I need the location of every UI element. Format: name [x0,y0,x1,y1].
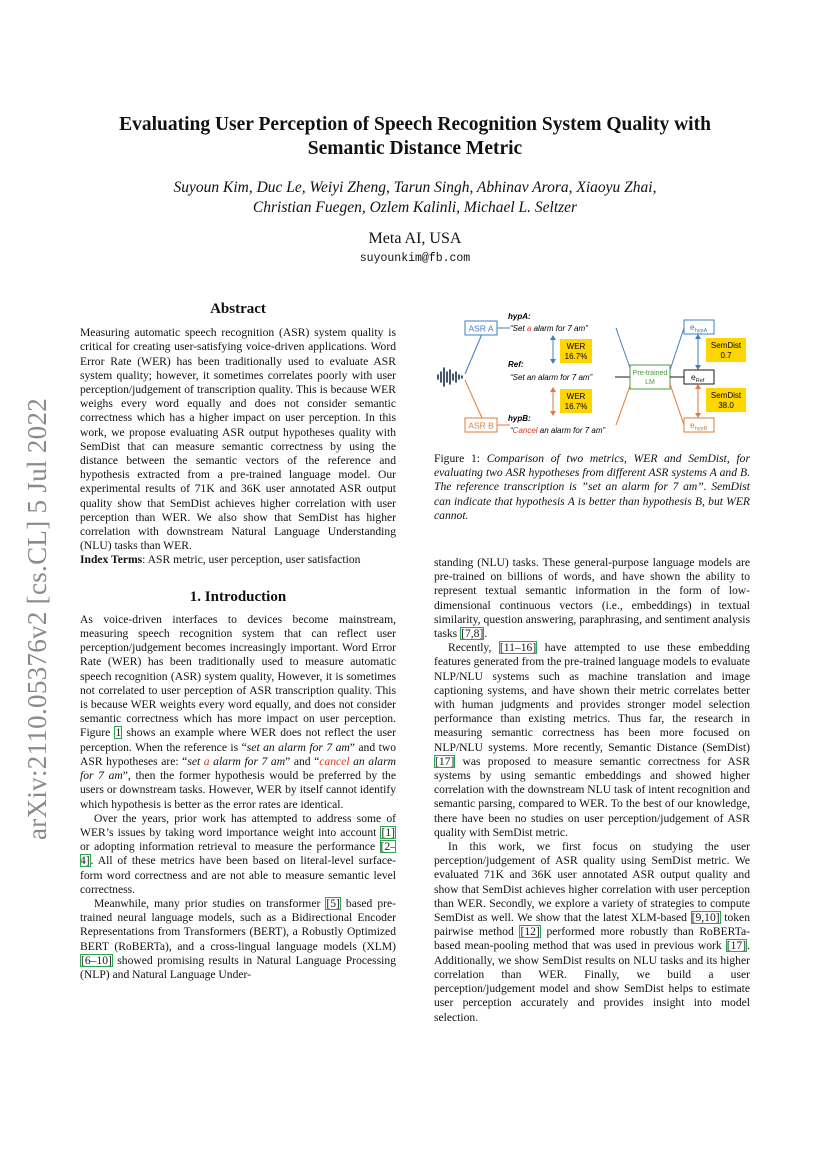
hyp-a-label: hypA: [508,312,531,321]
intro-hyp-a-part-2: alarm for 7 am [209,754,286,768]
right-paragraph-2 [434,641,750,840]
semdist-b-arrowhead-up [695,384,701,389]
figure-1-caption-label: Figure 1: [434,452,487,465]
semdist-b-value: 38.0 [718,401,734,410]
citation-6-10-link[interactable]: [6–10] [81,953,112,967]
wer-a-arrowhead-up [550,335,556,340]
right-p3-text-b: token pairwise method [434,911,750,939]
index-terms-text: : ASR metric, user perception, user satisfaction [142,553,361,567]
intro-p2-text-c: . All of these metrics have been based on literal-level surface-form word correctness and are not able to measure semantic level correctness. [80,854,396,896]
arrow-to-asr-b [465,380,482,418]
intro-hyp-a-error: a [203,754,210,768]
introduction-heading: 1. Introduction [189,588,287,605]
citation-11-16-link[interactable]: [11–16] [499,641,537,655]
citation-17-link[interactable]: [17] [435,754,455,768]
citation-2-4-link[interactable]: [2–4] [80,840,396,868]
intro-hyp-b-part: an alarm for 7 am [80,754,396,783]
intro-p2-text-b: or adopting information retrieval to measure the performance [80,840,380,854]
intro-hyp-b-error: cancel [319,754,350,768]
intro-paragraph-2 [80,812,396,897]
right-p2-text-b: have attempted to use these embedding features generated from the pre-trained language models to evaluate NLP/NLU systems such as machine translation and image captioning systems, and have shown their metric correlates better with human judgments and provides stronger model selection performance than existing metrics. Thus far, the research in measuring semantic correctness has been more focused on NLP/NLU systems. More recently, Semantic Distance (SemDist) [434,641,750,754]
e-hypa-symbol: e [690,322,695,332]
figure-1-link[interactable]: 1 [115,726,122,740]
abstract-text: Measuring automatic speech recognition (ASR) system quality is critical for creating user-satisfying voice-driven applications. Word Error Rate (WER) has been traditionally used to evaluate ASR system quality; however, it sometimes correlates poorly with user perception/judgement of transcription quality. This is because WER weighs every word equally and does not consider semantic correctness which has a higher impact on user perception. In this work, we propose evaluating ASR output hypotheses quality with SemDist that can measure semantic correctness by using the distance between the semantic vectors of the reference and hypothesis extracted from a pre-trained language model. Our experimental results of 71K and 36K user annotated ASR output quality show that SemDist achieves higher correlation with user perception than WER. We also show that SemDist has higher correlation with downstream Natural Language Understanding (NLU) tasks than WER. [80,326,396,553]
asr-b-label: ASR B [468,420,494,431]
index-terms [80,553,396,567]
author-list [80,178,750,218]
authors-line-1: Suyoun Kim, Duc Le, Weiyi Zheng, Tarun Singh, Abhinav Arora, Xiaoyu Zhai, [173,179,657,196]
lm-label-line-1: Pre-trained [632,370,668,377]
hyp-b-text-post: an alarm for 7 am” [537,426,606,435]
right-p3-text-a: In this work, we first focus on studying the user perception/judgement of ASR quality using SemDist metric. We evaluated 71K and 36K user annotated ASR output quality and show that SemDist achieves higher correlation with user perception than WER. Secondly, we explore a variety of strategies to compute SemDist as well. We show that the latest XLM-based [434,840,750,925]
citation-17-link-2[interactable]: [17] [726,939,747,953]
wer-a-value: 16.7% [564,352,588,361]
arrow-to-asr-a [465,334,482,374]
intro-p1-text-b: shows an example where WER does not reflect the user perception. When the reference is “ [80,726,396,754]
wer-a-label: WER [566,342,586,351]
semdist-a-label: SemDist [710,341,742,350]
hyp-b-text [510,426,605,435]
intro-p2-text-a: Over the years, prior work has attempted to address some of WER’s issues by taking word importance weight into account [80,811,396,839]
semdist-a-value: 0.7 [720,351,732,360]
wer-b-arrowhead-up [550,387,556,392]
hyp-a-text-post: alarm for 7 am” [531,324,588,333]
intro-p1-text-c: ” and two ASR hypotheses are: “ [80,740,396,768]
citation-7-8-link[interactable]: [7,8] [461,627,484,641]
figure-1-caption-text: Comparison of two metrics, WER and SemDist, for evaluating two ASR hypotheses from different ASR systems A and B. The reference transcription is ”set an alarm for 7 am”. SemDist can indicate that hypothesis A is better than hypothesis B, but WER cannot. [434,452,750,522]
lm-to-e-hypb-arrow [670,384,684,425]
semdist-b-label: SemDist [710,391,742,400]
waveform-icon [438,368,462,386]
right-paragraph-1 [434,556,750,641]
left-column [80,302,396,982]
paper-title: Evaluating User Perception of Speech Recognition System Quality with Semantic Distance Metric [119,114,711,159]
citation-5-link[interactable]: [5] [326,896,340,910]
wer-b-arrowhead-down [550,411,556,416]
intro-paragraph-1 [80,613,396,812]
intro-p3-text-a: Meanwhile, many prior studies on transformer [94,896,326,910]
hyp-b-label: hypB: [508,414,531,423]
hyp-b-to-lm-arrow [616,386,630,425]
abstract-heading: Abstract [210,301,266,317]
arxiv-identifier: arXiv:2110.05376v2 [cs.CL] 5 Jul 2022 [22,397,52,840]
figure-1-caption [434,452,750,523]
wer-b-value: 16.7% [564,402,588,411]
intro-reference-example: set an alarm for 7 am [246,740,350,754]
intro-hyp-a-part-1: set [187,754,204,768]
right-column [434,556,750,1025]
hyp-a-error-word: a [526,324,532,333]
asr-a-label: ASR A [468,323,494,334]
intro-p1-text-a: As voice-driven interfaces to devices become mainstream, measuring speech recognition system that can reflect user perception/judgement becomes increasingly important. Word Error Rate (WER) has been traditionally used to measure automatic speech recognition (ASR) system quality, However, it is sometimes not correlated to user perception of ASR transcription quality. This is because WER weights every word equally, and does not consider semantic correctness which has more impact on user perception. Figure [80,612,396,740]
author-email[interactable]: suyounkim@fb.com [359,252,471,265]
semdist-a-arrowhead-up [695,334,701,339]
semdist-a-arrowhead-down [695,365,701,370]
wer-b-label: WER [566,392,586,401]
right-paragraph-3 [434,840,750,1025]
hyp-b-error-word: Cancel [512,426,538,435]
e-hypa-subscript: hypA [694,328,708,334]
e-hypb-symbol: e [690,420,695,430]
hyp-a-to-lm-arrow [616,328,630,368]
e-ref-subscript: Ref [695,378,705,384]
e-hypb-subscript: hypB [694,426,708,432]
lm-label-line-2: LM [645,379,655,386]
right-p3-text-c: performed more robustly than RoBERTa-based mean-pooling method that was used in previous work [434,925,750,953]
semdist-b-arrowhead-down [695,413,701,418]
citation-1-link[interactable]: [1] [381,825,395,839]
ref-text: “Set an alarm for 7 am” [510,373,593,382]
hyp-a-text [510,324,588,333]
right-p2-text-c: was proposed to measure semantic correctness for ASR systems by using semantic embeddings and showed higher correlation with the downstream NLU task of intent recognition and semantic parsing, compared to WER. To the best of our knowledge, there have been no studies on user perception/judgement of ASR quality with SemDist metric. [434,754,750,839]
authors-line-2: Christian Fuegen, Ozlem Kalinli, Michael L. Seltzer [252,199,578,216]
index-terms-label: Index Terms [80,553,143,567]
citation-12-link[interactable]: [12] [520,925,540,939]
right-p2-text-a: Recently, [448,641,499,655]
affiliation: Meta AI, USA [368,230,462,247]
intro-p3-text-c: showed promising results in Natural Language Processing (NLP) and Natural Language Under- [80,953,396,981]
hyp-a-text-pre: “Set [510,324,527,333]
intro-p1-text-d: ” and “ [285,754,320,768]
right-p1-text-a: standing (NLU) tasks. These general-purpose language models are pre-trained on billions of words, and have shown the ability to represent textual semantic information in the form of low-dimensional continuous vectors (i.e., embeddings) in textual similarity, question answering, paraphrasing, and sentiment analysis tasks [434,556,750,641]
figure-1-diagram [434,312,750,440]
e-ref-symbol: e [691,372,696,382]
right-p3-text-d: . Additionally, we show SemDist results on NLU tasks and its higher correlation than WER. Finally, we build a user perception/judgement model and show SemDist helps to estimate user perception accurately and provides insight into model selection. [434,939,750,1024]
hyp-b-text-pre: “ [510,426,513,435]
wer-a-arrowhead-down [550,359,556,364]
right-p1-text-b: . [484,627,488,641]
intro-p3-text-b: based pre-trained neural language models, such as a Bidirectional Encoder Representations from Transformers (BERT), a Robustly Optimized BERT (RoBERTa), and a cross-lingual language models (XLM) [80,896,396,953]
lm-to-e-hypa-arrow [670,328,684,370]
ref-label: Ref: [508,360,524,369]
intro-p1-text-e: ”, then the former hypothesis would be preferred by the users or downstream tasks. However, WER by itself cannot identify which hypothesis is better as the error rates are identical. [80,769,396,811]
citation-9-10-link[interactable]: [9,10] [691,911,720,925]
intro-paragraph-3 [80,897,396,982]
